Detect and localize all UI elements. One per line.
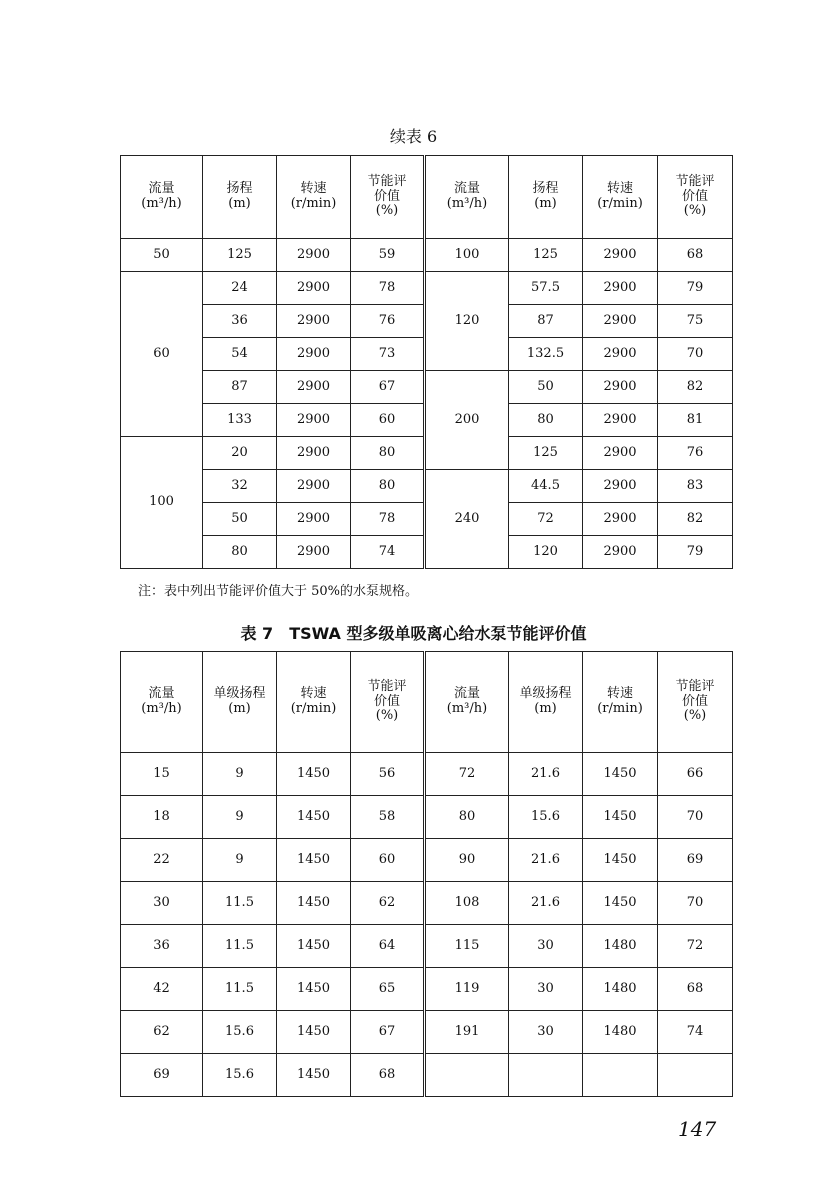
- flow-cell: 240: [425, 470, 509, 569]
- eval-cell: 59: [351, 239, 425, 272]
- head-cell: 15.6: [203, 1054, 277, 1097]
- head-cell: 20: [203, 437, 277, 470]
- head-cell: 125: [509, 437, 583, 470]
- head-cell: 21.6: [509, 753, 583, 796]
- header-head: [509, 156, 583, 239]
- speed-cell: 2900: [583, 437, 658, 470]
- header-eval: [658, 156, 733, 239]
- speed-cell: 1450: [277, 1054, 351, 1097]
- header-eval-line: 节能评: [675, 678, 715, 694]
- header-head-line: (m): [534, 196, 557, 211]
- eval-cell: 60: [351, 839, 425, 882]
- header-speed-line: 转速: [300, 686, 327, 702]
- header-flow: [425, 156, 509, 239]
- flow-cell: 108: [425, 882, 509, 925]
- header-eval-line: (%): [683, 708, 707, 724]
- header-head: [203, 652, 277, 753]
- head-cell: 21.6: [509, 839, 583, 882]
- table-row: [121, 925, 733, 968]
- speed-cell: 1450: [277, 882, 351, 925]
- eval-cell: 82: [658, 503, 733, 536]
- head-cell: 9: [203, 753, 277, 796]
- flow-cell: 42: [121, 968, 203, 1011]
- eval-cell: 80: [351, 437, 425, 470]
- eval-cell: 70: [658, 882, 733, 925]
- header-head-line: 单级扬程: [213, 686, 266, 702]
- head-cell: 11.5: [203, 882, 277, 925]
- eval-cell: 67: [351, 371, 425, 404]
- table6-caption: 续表 6: [389, 127, 438, 146]
- header-speed: [583, 156, 658, 239]
- speed-cell: 2900: [583, 272, 658, 305]
- header-speed-line: (r/min): [597, 701, 643, 716]
- table7: [120, 651, 733, 1097]
- eval-cell: 67: [351, 1011, 425, 1054]
- header-flow-line: (m³/h): [446, 701, 488, 716]
- flow-cell: 50: [121, 239, 203, 272]
- eval-cell: 76: [658, 437, 733, 470]
- eval-cell: 62: [351, 882, 425, 925]
- head-cell: 57.5: [509, 272, 583, 305]
- head-cell: 72: [509, 503, 583, 536]
- head-cell: 15.6: [203, 1011, 277, 1054]
- speed-cell: 2900: [277, 371, 351, 404]
- header-flow-line: (m³/h): [141, 701, 182, 716]
- header-flow: [121, 652, 203, 753]
- table-row: [121, 968, 733, 1011]
- flow-cell: 115: [425, 925, 509, 968]
- eval-cell: 81: [658, 404, 733, 437]
- speed-cell: 1450: [277, 1011, 351, 1054]
- header-speed-line: (r/min): [597, 196, 643, 211]
- table-row: [121, 371, 733, 404]
- speed-cell: 2900: [583, 536, 658, 569]
- head-cell: 36: [203, 305, 277, 338]
- flow-cell: 22: [121, 839, 203, 882]
- eval-cell: [658, 1054, 733, 1097]
- eval-cell: 83: [658, 470, 733, 503]
- eval-cell: 60: [351, 404, 425, 437]
- header-flow-line: 流量: [148, 686, 175, 702]
- header-head-line: 扬程: [532, 181, 559, 197]
- head-cell: 24: [203, 272, 277, 305]
- speed-cell: 1450: [277, 796, 351, 839]
- header-head-line: 单级扬程: [519, 686, 572, 702]
- speed-cell: 2900: [277, 338, 351, 371]
- eval-cell: 74: [351, 536, 425, 569]
- header-eval-line: (%): [375, 203, 399, 219]
- head-cell: 125: [203, 239, 277, 272]
- header-speed: [277, 652, 351, 753]
- eval-cell: 74: [658, 1011, 733, 1054]
- head-cell: 30: [509, 968, 583, 1011]
- flow-cell: 30: [121, 882, 203, 925]
- header-head-line: (m): [534, 701, 557, 716]
- head-cell: 125: [509, 239, 583, 272]
- speed-cell: 2900: [583, 305, 658, 338]
- head-cell: 44.5: [509, 470, 583, 503]
- speed-cell: 1480: [583, 968, 658, 1011]
- eval-cell: 68: [658, 239, 733, 272]
- header-flow: [425, 652, 509, 753]
- head-cell: 11.5: [203, 968, 277, 1011]
- eval-cell: 73: [351, 338, 425, 371]
- speed-cell: 2900: [277, 239, 351, 272]
- header-flow-line: (m³/h): [141, 196, 182, 211]
- eval-cell: 65: [351, 968, 425, 1011]
- speed-cell: [583, 1054, 658, 1097]
- speed-cell: 2900: [583, 338, 658, 371]
- page-number: 147: [678, 1117, 717, 1141]
- eval-cell: 78: [351, 272, 425, 305]
- table6-body: [121, 156, 733, 569]
- head-cell: 87: [509, 305, 583, 338]
- header-eval-line: 价值: [373, 188, 400, 204]
- header-speed: [277, 156, 351, 239]
- speed-cell: 2900: [583, 371, 658, 404]
- table-row: [121, 882, 733, 925]
- eval-cell: 58: [351, 796, 425, 839]
- header-flow-line: (m³/h): [446, 196, 488, 211]
- speed-cell: 2900: [277, 404, 351, 437]
- speed-cell: 2900: [583, 239, 658, 272]
- table7-caption: 表 7 TSWA 型多级单吸离心给水泵节能评价值: [240, 624, 587, 643]
- header-eval-line: 价值: [681, 188, 708, 204]
- eval-cell: 70: [658, 338, 733, 371]
- table-row: [121, 839, 733, 882]
- head-cell: 133: [203, 404, 277, 437]
- eval-cell: 82: [658, 371, 733, 404]
- speed-cell: 1480: [583, 925, 658, 968]
- header-head: [203, 156, 277, 239]
- eval-cell: 80: [351, 470, 425, 503]
- flow-cell: 60: [121, 272, 203, 437]
- header-flow: [121, 156, 203, 239]
- flow-cell: 100: [425, 239, 509, 272]
- flow-cell: 90: [425, 839, 509, 882]
- eval-cell: 64: [351, 925, 425, 968]
- header-eval: [351, 156, 425, 239]
- header-eval: [658, 652, 733, 753]
- flow-cell: 15: [121, 753, 203, 796]
- head-cell: 32: [203, 470, 277, 503]
- header-row: [121, 652, 733, 753]
- header-eval-line: 价值: [373, 693, 400, 709]
- speed-cell: 2900: [277, 503, 351, 536]
- head-cell: 54: [203, 338, 277, 371]
- head-cell: 9: [203, 839, 277, 882]
- flow-cell: 120: [425, 272, 509, 371]
- eval-cell: 56: [351, 753, 425, 796]
- speed-cell: 2900: [583, 404, 658, 437]
- speed-cell: 1450: [583, 753, 658, 796]
- header-speed: [583, 652, 658, 753]
- table7-body: [121, 652, 733, 1097]
- speed-cell: 1480: [583, 1011, 658, 1054]
- header-eval-line: (%): [375, 708, 399, 724]
- table-row: [121, 1011, 733, 1054]
- head-cell: 11.5: [203, 925, 277, 968]
- eval-cell: 68: [351, 1054, 425, 1097]
- header-head-line: (m): [228, 196, 251, 211]
- speed-cell: 2900: [277, 536, 351, 569]
- head-cell: 30: [509, 1011, 583, 1054]
- speed-cell: 2900: [277, 305, 351, 338]
- flow-cell: 200: [425, 371, 509, 470]
- head-cell: 120: [509, 536, 583, 569]
- speed-cell: 1450: [277, 753, 351, 796]
- head-cell: 87: [203, 371, 277, 404]
- speed-cell: 1450: [583, 839, 658, 882]
- header-speed-line: 转速: [300, 181, 327, 197]
- header-speed-line: (r/min): [290, 701, 337, 716]
- table6: [120, 155, 733, 569]
- head-cell: 21.6: [509, 882, 583, 925]
- table-row: [121, 239, 733, 272]
- header-eval-line: (%): [683, 203, 707, 219]
- flow-cell: 36: [121, 925, 203, 968]
- speed-cell: 2900: [583, 470, 658, 503]
- header-row: [121, 156, 733, 239]
- header-eval-line: 节能评: [367, 173, 407, 189]
- eval-cell: 66: [658, 753, 733, 796]
- flow-cell: 69: [121, 1054, 203, 1097]
- eval-cell: 72: [658, 925, 733, 968]
- eval-cell: 69: [658, 839, 733, 882]
- flow-cell: 119: [425, 968, 509, 1011]
- head-cell: 50: [509, 371, 583, 404]
- header-speed-line: (r/min): [290, 196, 337, 211]
- header-flow-line: 流量: [453, 686, 480, 702]
- eval-cell: 70: [658, 796, 733, 839]
- flow-cell: [425, 1054, 509, 1097]
- speed-cell: 2900: [583, 503, 658, 536]
- head-cell: 80: [203, 536, 277, 569]
- table-row: [121, 1054, 733, 1097]
- head-cell: [509, 1054, 583, 1097]
- header-eval-line: 节能评: [367, 678, 407, 694]
- table-row: [121, 272, 733, 305]
- eval-cell: 79: [658, 272, 733, 305]
- eval-cell: 75: [658, 305, 733, 338]
- speed-cell: 1450: [277, 968, 351, 1011]
- head-cell: 132.5: [509, 338, 583, 371]
- eval-cell: 79: [658, 536, 733, 569]
- header-eval: [351, 652, 425, 753]
- header-speed-line: 转速: [606, 686, 633, 702]
- flow-cell: 191: [425, 1011, 509, 1054]
- head-cell: 15.6: [509, 796, 583, 839]
- speed-cell: 2900: [277, 470, 351, 503]
- flow-cell: 80: [425, 796, 509, 839]
- flow-cell: 18: [121, 796, 203, 839]
- table-row: [121, 470, 733, 503]
- head-cell: 30: [509, 925, 583, 968]
- eval-cell: 68: [658, 968, 733, 1011]
- flow-cell: 100: [121, 437, 203, 569]
- table-row: [121, 796, 733, 839]
- flow-cell: 72: [425, 753, 509, 796]
- speed-cell: 1450: [277, 925, 351, 968]
- head-cell: 50: [203, 503, 277, 536]
- header-flow-line: 流量: [148, 181, 175, 197]
- speed-cell: 1450: [277, 839, 351, 882]
- eval-cell: 78: [351, 503, 425, 536]
- flow-cell: 62: [121, 1011, 203, 1054]
- header-eval-line: 节能评: [675, 173, 715, 189]
- speed-cell: 1450: [583, 796, 658, 839]
- header-speed-line: 转速: [606, 181, 633, 197]
- head-cell: 9: [203, 796, 277, 839]
- table-row: [121, 753, 733, 796]
- speed-cell: 1450: [583, 882, 658, 925]
- speed-cell: 2900: [277, 437, 351, 470]
- table6-note: 注：表中列出节能评价值大于 50%的水泵规格。: [138, 584, 419, 599]
- speed-cell: 2900: [277, 272, 351, 305]
- eval-cell: 76: [351, 305, 425, 338]
- header-head-line: (m): [228, 701, 251, 716]
- header-flow-line: 流量: [453, 181, 480, 197]
- header-head: [509, 652, 583, 753]
- header-eval-line: 价值: [681, 693, 708, 709]
- header-head-line: 扬程: [226, 181, 253, 197]
- head-cell: 80: [509, 404, 583, 437]
